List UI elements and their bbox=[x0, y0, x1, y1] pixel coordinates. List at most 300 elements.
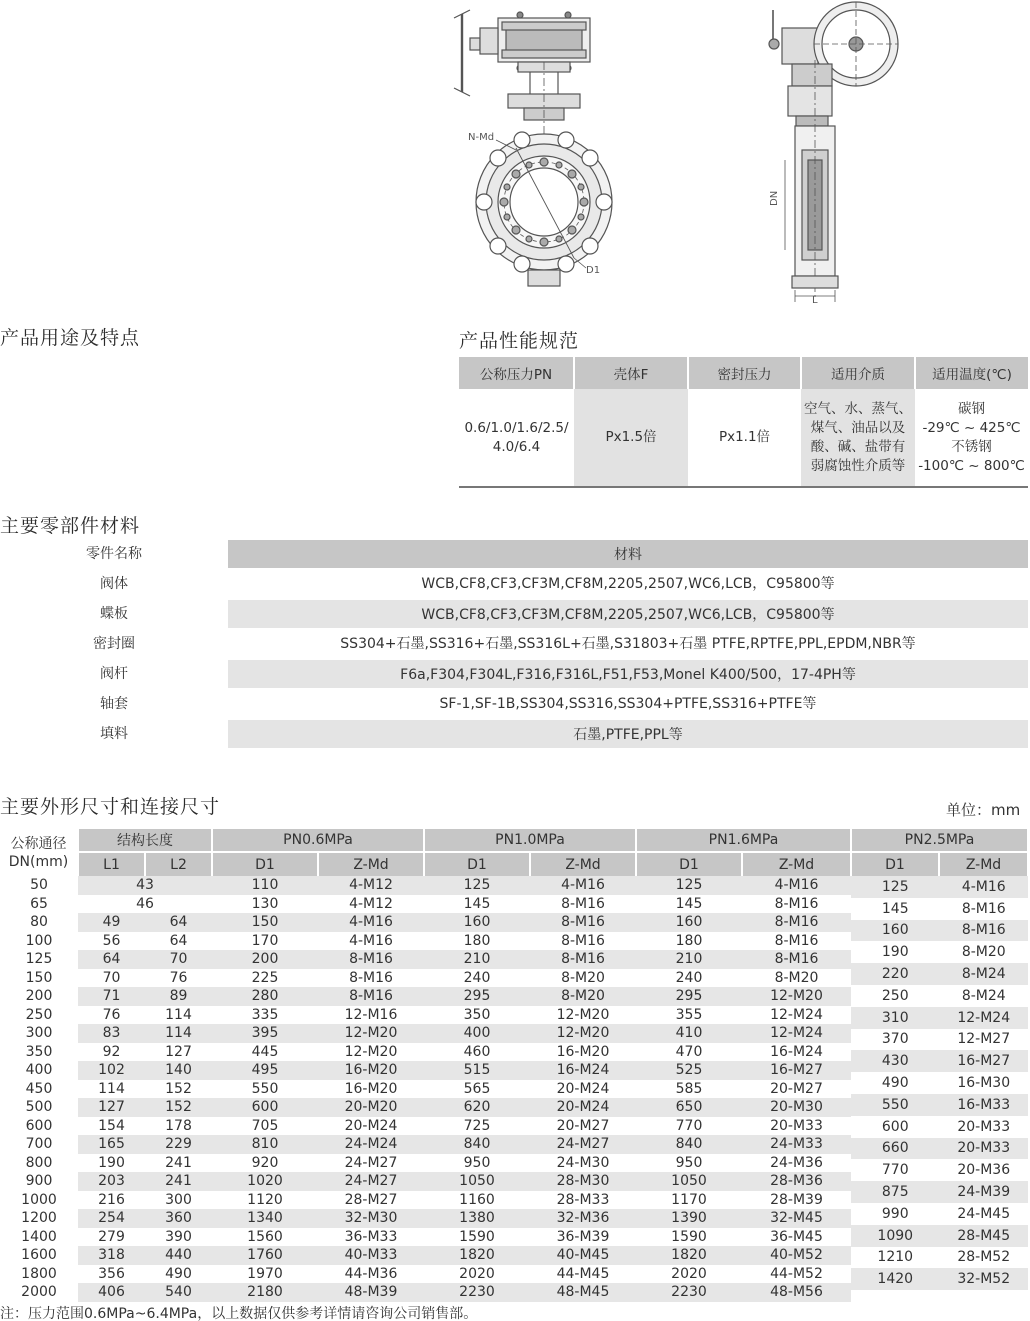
pn25-row bbox=[851, 898, 1028, 920]
table-cell: 1000 bbox=[21, 1191, 57, 1208]
table-cell: 280 bbox=[212, 987, 318, 1006]
table-cell: 71 bbox=[78, 987, 145, 1006]
table-cell: 1760 bbox=[212, 1246, 318, 1265]
table-cell: 2020 bbox=[671, 1265, 707, 1282]
table-cell: 145 bbox=[463, 895, 491, 912]
table-cell: 152 bbox=[145, 1098, 212, 1117]
table-cell: 70 bbox=[145, 950, 212, 969]
table-cell: 650 bbox=[636, 1098, 742, 1117]
table-cell: 12-M20 bbox=[344, 1043, 398, 1060]
part-material: WCB,CF8,CF3,CF3M,CF8M,2205,2507,WC6,LCB，C95800等 bbox=[421, 576, 835, 592]
table-cell: 241 bbox=[165, 1154, 192, 1171]
table-cell: 2020 bbox=[459, 1265, 495, 1282]
table-cell: 950 bbox=[675, 1154, 703, 1171]
table-cell: 20-M24 bbox=[556, 1080, 610, 1097]
part-name: 轴套 bbox=[100, 696, 128, 712]
table-cell: 190 bbox=[98, 1154, 125, 1171]
pn25-row bbox=[851, 1247, 1028, 1269]
table-cell: 540 bbox=[145, 1283, 212, 1302]
table-cell: 1420 bbox=[877, 1271, 914, 1288]
table-cell: 525 bbox=[636, 1061, 742, 1080]
table-cell: 1340 bbox=[212, 1209, 318, 1228]
pn25-row bbox=[851, 1072, 1028, 1094]
table-cell: 28-M39 bbox=[770, 1191, 823, 1208]
media-line: 弱腐蚀性介质等 bbox=[810, 457, 906, 474]
table-cell: 44-M52 bbox=[770, 1265, 823, 1282]
table-cell: 241 bbox=[145, 1172, 212, 1191]
table-cell: 152 bbox=[165, 1080, 192, 1097]
table-cell: 114 bbox=[98, 1080, 125, 1097]
table-cell: 4-M12 bbox=[349, 895, 393, 912]
table-cell: 8-M16 bbox=[530, 913, 636, 932]
table-cell: 130 bbox=[251, 895, 279, 912]
pn25-row bbox=[851, 963, 1028, 985]
table-cell: 203 bbox=[78, 1172, 145, 1191]
table-cell: 24-M45 bbox=[957, 1205, 1011, 1222]
pn25-row bbox=[851, 1007, 1028, 1029]
table-cell: 840 bbox=[636, 1135, 742, 1154]
table-cell: 500 bbox=[25, 1099, 53, 1115]
part-name: 阀体 bbox=[100, 576, 128, 592]
table-cell: 44-M45 bbox=[556, 1265, 610, 1282]
table-cell: 145 bbox=[675, 895, 703, 912]
part-name: 密封圈 bbox=[93, 636, 135, 652]
table-cell: 450 bbox=[25, 1080, 53, 1097]
table-cell: 16-M27 bbox=[957, 1053, 1011, 1070]
table-cell: 216 bbox=[98, 1191, 125, 1208]
pn25-row bbox=[851, 1094, 1028, 1116]
table-cell: 46 bbox=[136, 895, 154, 912]
table-cell: 160 bbox=[424, 913, 530, 932]
table-cell: 24-M27 bbox=[344, 1154, 398, 1171]
media-line: 空气、水、蒸气、 bbox=[804, 400, 912, 417]
pn25-row bbox=[851, 1159, 1028, 1181]
table-cell: 1390 bbox=[636, 1209, 742, 1228]
table-cell: 102 bbox=[78, 1061, 145, 1080]
table-cell: 240 bbox=[675, 969, 703, 986]
table-cell: 65 bbox=[30, 895, 48, 912]
table-cell: 64 bbox=[78, 950, 145, 969]
table-cell: 24-M24 bbox=[318, 1135, 424, 1154]
table-cell: 76 bbox=[169, 969, 188, 986]
table-cell: 515 bbox=[424, 1061, 530, 1080]
header-pn: 公称压力PN bbox=[459, 357, 574, 389]
table-cell: 70 bbox=[102, 969, 121, 986]
performance-header-row bbox=[459, 357, 1028, 389]
table-cell: 990 bbox=[881, 1205, 909, 1222]
table-cell: 1160 bbox=[459, 1191, 495, 1208]
table-cell: 43 bbox=[78, 876, 212, 895]
table-cell: 20-M36 bbox=[957, 1162, 1011, 1179]
pn25-row bbox=[851, 1225, 1028, 1247]
table-cell: 1050 bbox=[636, 1172, 742, 1191]
table-cell: 16-M33 bbox=[957, 1096, 1011, 1113]
table-cell: 440 bbox=[145, 1246, 212, 1265]
label-dn: DN bbox=[769, 190, 780, 206]
table-cell: 8-M16 bbox=[961, 900, 1006, 917]
label-d1: D1 bbox=[586, 265, 601, 276]
table-cell: 810 bbox=[212, 1135, 318, 1154]
table-cell: 160 bbox=[881, 922, 909, 939]
part-material: F6a,F304,F304L,F316,F316L,F51,F53,Monel K400/500，17-4PH等 bbox=[228, 658, 1028, 688]
part-material: WCB,CF8,CF3,CF3M,CF8M,2205,2507,WC6,LCB，C95800等 bbox=[228, 598, 1028, 628]
table-cell: 180 bbox=[463, 932, 491, 949]
header-part-name: 零件名称 bbox=[86, 546, 142, 562]
header-d1: D1 bbox=[851, 852, 939, 876]
temp-line: 不锈钢 bbox=[951, 438, 992, 455]
table-cell: 127 bbox=[78, 1098, 145, 1117]
table-cell: 16-M24 bbox=[770, 1043, 823, 1060]
table-cell: 295 bbox=[636, 987, 742, 1006]
table-cell: 8-M24 bbox=[961, 966, 1006, 983]
table-cell: 32-M30 bbox=[318, 1209, 424, 1228]
table-cell: 4-M16 bbox=[961, 878, 1006, 895]
table-cell: 28-M27 bbox=[344, 1191, 398, 1208]
table-cell: 8-M20 bbox=[774, 969, 819, 986]
table-cell: 356 bbox=[98, 1265, 125, 1282]
header-material: 材料 bbox=[228, 538, 1028, 568]
table-cell: 400 bbox=[424, 1024, 530, 1043]
table-cell: 550 bbox=[251, 1080, 279, 1097]
media-line: 酸、碱、盐带有 bbox=[810, 438, 906, 455]
table-cell: 12-M20 bbox=[556, 1006, 610, 1023]
pn25-row bbox=[851, 920, 1028, 942]
table-cell: 8-M24 bbox=[961, 987, 1006, 1004]
table-cell: 12-M24 bbox=[957, 1009, 1011, 1026]
table-cell: 210 bbox=[636, 950, 742, 969]
table-cell: 2000 bbox=[21, 1284, 57, 1300]
table-cell: 250 bbox=[881, 987, 909, 1004]
table-cell: 1400 bbox=[21, 1228, 57, 1245]
cell-shell: Px1.5倍 bbox=[574, 389, 688, 487]
table-cell: 1210 bbox=[877, 1249, 914, 1266]
table-cell: 370 bbox=[881, 1031, 909, 1048]
table-cell: 36-M33 bbox=[344, 1228, 398, 1245]
header-d1: D1 bbox=[212, 852, 318, 876]
table-cell: 40-M52 bbox=[742, 1246, 851, 1265]
temp-line: -100℃ ~ 800℃ bbox=[918, 457, 1025, 474]
table-cell: 4-M12 bbox=[318, 876, 424, 895]
table-cell: 470 bbox=[675, 1043, 703, 1060]
table-cell: 840 bbox=[424, 1135, 530, 1154]
table-cell: 64 bbox=[145, 913, 212, 932]
table-cell: 1590 bbox=[459, 1228, 495, 1245]
table-cell: 20-M33 bbox=[770, 1117, 823, 1134]
table-cell: 8-M16 bbox=[318, 987, 424, 1006]
pn25-row bbox=[851, 1203, 1028, 1225]
table-cell: 48-M45 bbox=[530, 1283, 636, 1302]
table-cell: 4-M16 bbox=[318, 913, 424, 932]
table-cell: 1820 bbox=[636, 1246, 742, 1265]
table-cell: 390 bbox=[165, 1228, 192, 1245]
table-cell: 8-M16 bbox=[961, 922, 1006, 939]
table-cell: 445 bbox=[251, 1043, 279, 1060]
header-d1: D1 bbox=[424, 852, 530, 876]
table-cell: 28-M36 bbox=[742, 1172, 851, 1191]
table-cell: 460 bbox=[463, 1043, 491, 1060]
table-cell: 565 bbox=[463, 1080, 491, 1097]
table-cell: 44-M36 bbox=[344, 1265, 398, 1282]
table-cell: 310 bbox=[881, 1009, 909, 1026]
table-cell: 12-M27 bbox=[957, 1031, 1011, 1048]
table-cell: 92 bbox=[102, 1043, 121, 1060]
table-cell: 114 bbox=[145, 1024, 212, 1043]
header-pn10: PN1.0MPa bbox=[424, 828, 636, 852]
temp-line: -29℃ ~ 425℃ bbox=[922, 419, 1021, 436]
table-cell: 490 bbox=[881, 1075, 909, 1092]
table-cell: 36-M45 bbox=[770, 1228, 823, 1245]
table-cell: 28-M33 bbox=[556, 1191, 610, 1208]
table-cell: 1020 bbox=[212, 1172, 318, 1191]
table-cell: 295 bbox=[424, 987, 530, 1006]
table-cell: 83 bbox=[78, 1024, 145, 1043]
pn25-row bbox=[851, 876, 1028, 898]
part-name: 阀杆 bbox=[100, 666, 128, 682]
table-cell: 24-M33 bbox=[742, 1135, 851, 1154]
table-cell: 8-M16 bbox=[774, 895, 819, 912]
table-cell: 950 bbox=[463, 1154, 491, 1171]
table-cell: 20-M24 bbox=[530, 1098, 636, 1117]
header-pn25: PN2.5MPa bbox=[851, 828, 1028, 852]
table-cell: 875 bbox=[881, 1184, 909, 1201]
table-cell: 8-M20 bbox=[561, 969, 605, 986]
table-cell: 36-M39 bbox=[556, 1228, 610, 1245]
media-line: 煤气、油品以及 bbox=[810, 419, 906, 436]
table-cell: 8-M16 bbox=[774, 932, 819, 949]
table-cell: 335 bbox=[251, 1006, 279, 1023]
table-cell: 600 bbox=[212, 1098, 318, 1117]
usage-heading: 产品用途及特点 bbox=[0, 327, 141, 349]
table-cell: 495 bbox=[212, 1061, 318, 1080]
header-seal: 密封压力 bbox=[688, 357, 801, 389]
table-cell: 76 bbox=[102, 1006, 121, 1023]
table-cell: 279 bbox=[98, 1228, 125, 1245]
header-d1: D1 bbox=[636, 852, 742, 876]
table-cell: 100 bbox=[25, 932, 53, 949]
header-shell: 壳体F bbox=[574, 357, 688, 389]
label-l: L bbox=[812, 295, 818, 306]
table-cell: 165 bbox=[78, 1135, 145, 1154]
header-dn bbox=[0, 828, 78, 876]
table-cell: 16-M20 bbox=[344, 1080, 398, 1097]
pn25-row bbox=[851, 1050, 1028, 1072]
header-zmd: Z-Md bbox=[939, 852, 1028, 876]
table-cell: 48-M39 bbox=[318, 1283, 424, 1302]
side-view bbox=[769, 2, 898, 302]
table-cell: 1380 bbox=[424, 1209, 530, 1228]
table-cell: 12-M16 bbox=[344, 1006, 398, 1023]
table-cell: 145 bbox=[881, 900, 909, 917]
table-cell: 28-M52 bbox=[957, 1249, 1011, 1266]
table-cell: 178 bbox=[165, 1117, 192, 1134]
table-cell: 170 bbox=[251, 932, 279, 949]
dimensions-subheader-row bbox=[0, 852, 1028, 876]
header-l2: L2 bbox=[145, 852, 212, 876]
table-cell: 318 bbox=[78, 1246, 145, 1265]
valve-drawing bbox=[440, 0, 1030, 315]
pn25-row bbox=[851, 1268, 1028, 1290]
table-cell: 220 bbox=[881, 966, 909, 983]
cell-seal: Px1.1倍 bbox=[688, 389, 801, 487]
table-cell: 125 bbox=[25, 951, 53, 967]
table-cell: 16-M27 bbox=[742, 1061, 851, 1080]
table-cell: 2180 bbox=[212, 1283, 318, 1302]
table-cell: 8-M20 bbox=[961, 944, 1006, 961]
table-cell: 89 bbox=[145, 987, 212, 1006]
table-cell: 300 bbox=[25, 1025, 53, 1041]
table-cell: 1200 bbox=[21, 1210, 57, 1226]
table-cell: 24-M39 bbox=[957, 1184, 1011, 1201]
table-cell: 355 bbox=[675, 1006, 703, 1023]
table-cell: 24-M27 bbox=[318, 1172, 424, 1191]
table-cell: 127 bbox=[165, 1043, 192, 1060]
performance-table bbox=[459, 357, 1028, 488]
materials-row bbox=[0, 568, 1028, 598]
table-cell: 140 bbox=[145, 1061, 212, 1080]
table-cell: 150 bbox=[212, 913, 318, 932]
table-cell: 12-M24 bbox=[742, 1024, 851, 1043]
table-cell: 4-M16 bbox=[349, 932, 393, 949]
table-cell: 490 bbox=[165, 1265, 192, 1282]
table-cell: 20-M24 bbox=[344, 1117, 398, 1134]
table-cell: 1970 bbox=[247, 1265, 283, 1282]
table-cell: 125 bbox=[424, 876, 530, 895]
table-cell: 12-M20 bbox=[530, 1024, 636, 1043]
table-cell: 1600 bbox=[21, 1247, 57, 1263]
pn25-row bbox=[851, 1029, 1028, 1051]
header-l1: L1 bbox=[78, 852, 145, 876]
header-pn16: PN1.6MPa bbox=[636, 828, 851, 852]
header-pn06: PN0.6MPa bbox=[212, 828, 424, 852]
header-media: 适用介质 bbox=[801, 357, 915, 389]
table-cell: 50 bbox=[30, 877, 48, 893]
table-cell: 406 bbox=[78, 1283, 145, 1302]
table-cell: 1820 bbox=[424, 1246, 530, 1265]
table-cell: 254 bbox=[78, 1209, 145, 1228]
table-cell: 154 bbox=[98, 1117, 125, 1134]
table-cell: 660 bbox=[881, 1140, 909, 1157]
table-cell: 125 bbox=[881, 878, 909, 895]
table-cell: 8-M16 bbox=[349, 969, 393, 986]
table-cell: 900 bbox=[25, 1173, 53, 1189]
pn-line: 4.0/6.4 bbox=[492, 438, 541, 455]
table-cell: 16-M20 bbox=[556, 1043, 610, 1060]
unit-label: 单位：mm bbox=[946, 801, 1021, 819]
table-cell: 725 bbox=[463, 1117, 491, 1134]
front-view bbox=[454, 10, 612, 286]
table-cell: 8-M16 bbox=[561, 932, 605, 949]
table-cell: 24-M27 bbox=[530, 1135, 636, 1154]
part-material: SF-1,SF-1B,SS304,SS316,SS304+PTFE,SS316+PTFE等 bbox=[439, 696, 817, 712]
table-cell: 12-M20 bbox=[318, 1024, 424, 1043]
table-cell: 700 bbox=[25, 1136, 53, 1152]
table-cell: 16-M24 bbox=[530, 1061, 636, 1080]
table-cell: 1800 bbox=[21, 1265, 57, 1282]
table-cell: 920 bbox=[251, 1154, 279, 1171]
table-cell: 225 bbox=[251, 969, 279, 986]
table-cell: 28-M30 bbox=[530, 1172, 636, 1191]
table-cell: 32-M36 bbox=[530, 1209, 636, 1228]
table-cell: 395 bbox=[212, 1024, 318, 1043]
table-cell: 800 bbox=[25, 1154, 53, 1171]
part-material: 石墨,PTFE,PPL等 bbox=[228, 718, 1028, 748]
footnote: 注：压力范围0.6MPa~6.4MPa，以上数据仅供参考详情请咨询公司销售部。 bbox=[0, 1306, 478, 1321]
header-temp: 适用温度(℃) bbox=[915, 357, 1028, 389]
table-cell: 600 bbox=[25, 1117, 53, 1134]
table-cell: 200 bbox=[212, 950, 318, 969]
pn25-row bbox=[851, 985, 1028, 1007]
materials-row bbox=[0, 718, 1028, 748]
table-cell: 28-M45 bbox=[957, 1227, 1011, 1244]
pn25-row bbox=[851, 1138, 1028, 1160]
table-cell: 1590 bbox=[671, 1228, 707, 1245]
materials-heading: 主要零部件材料 bbox=[0, 515, 141, 537]
table-cell: 20-M27 bbox=[770, 1080, 823, 1097]
header-zmd: Z-Md bbox=[318, 852, 424, 876]
table-cell: 250 bbox=[25, 1006, 53, 1023]
performance-row bbox=[459, 389, 1028, 487]
table-cell: 600 bbox=[881, 1118, 909, 1135]
table-cell: 8-M16 bbox=[742, 913, 851, 932]
table-cell: 620 bbox=[424, 1098, 530, 1117]
table-cell: 430 bbox=[881, 1053, 909, 1070]
table-cell: 410 bbox=[636, 1024, 742, 1043]
materials-row bbox=[0, 658, 1028, 688]
table-cell: 350 bbox=[25, 1043, 53, 1060]
materials-row bbox=[0, 688, 1028, 718]
table-cell: 300 bbox=[165, 1191, 192, 1208]
table-cell: 200 bbox=[25, 988, 53, 1004]
table-cell: 8-M20 bbox=[530, 987, 636, 1006]
table-cell: 1090 bbox=[877, 1227, 914, 1244]
table-cell: 20-M20 bbox=[318, 1098, 424, 1117]
table-cell: 110 bbox=[212, 876, 318, 895]
table-cell: 240 bbox=[463, 969, 491, 986]
cell-temp bbox=[915, 389, 1028, 487]
table-cell: 40-M33 bbox=[318, 1246, 424, 1265]
table-cell: 24-M30 bbox=[556, 1154, 610, 1171]
table-cell: 49 bbox=[78, 913, 145, 932]
table-cell: 8-M16 bbox=[318, 950, 424, 969]
table-cell: 705 bbox=[251, 1117, 279, 1134]
header-zmd: Z-Md bbox=[742, 852, 851, 876]
table-cell: 24-M36 bbox=[770, 1154, 823, 1171]
table-cell: 8-M16 bbox=[742, 950, 851, 969]
part-name: 填料 bbox=[100, 726, 128, 742]
header-dn-line: 公称通径 bbox=[10, 835, 67, 852]
table-cell: 8-M16 bbox=[530, 950, 636, 969]
table-cell: 1560 bbox=[247, 1228, 283, 1245]
pn25-row bbox=[851, 1116, 1028, 1138]
table-cell: 150 bbox=[25, 969, 53, 986]
table-cell: 770 bbox=[881, 1162, 909, 1179]
cell-media bbox=[801, 389, 915, 487]
table-cell: 4-M16 bbox=[742, 876, 851, 895]
table-cell: 20-M33 bbox=[957, 1118, 1011, 1135]
table-cell: 180 bbox=[675, 932, 703, 949]
table-cell: 32-M45 bbox=[742, 1209, 851, 1228]
table-cell: 350 bbox=[463, 1006, 491, 1023]
dimensions-header-row bbox=[0, 828, 1028, 852]
table-cell: 2230 bbox=[424, 1283, 530, 1302]
table-cell: 16-M20 bbox=[318, 1061, 424, 1080]
performance-heading: 产品性能规范 bbox=[459, 330, 580, 352]
table-cell: 1170 bbox=[671, 1191, 707, 1208]
table-cell: 20-M27 bbox=[556, 1117, 610, 1134]
table-cell: 32-M52 bbox=[957, 1271, 1011, 1288]
table-cell: 210 bbox=[424, 950, 530, 969]
pn25-row bbox=[851, 941, 1028, 963]
